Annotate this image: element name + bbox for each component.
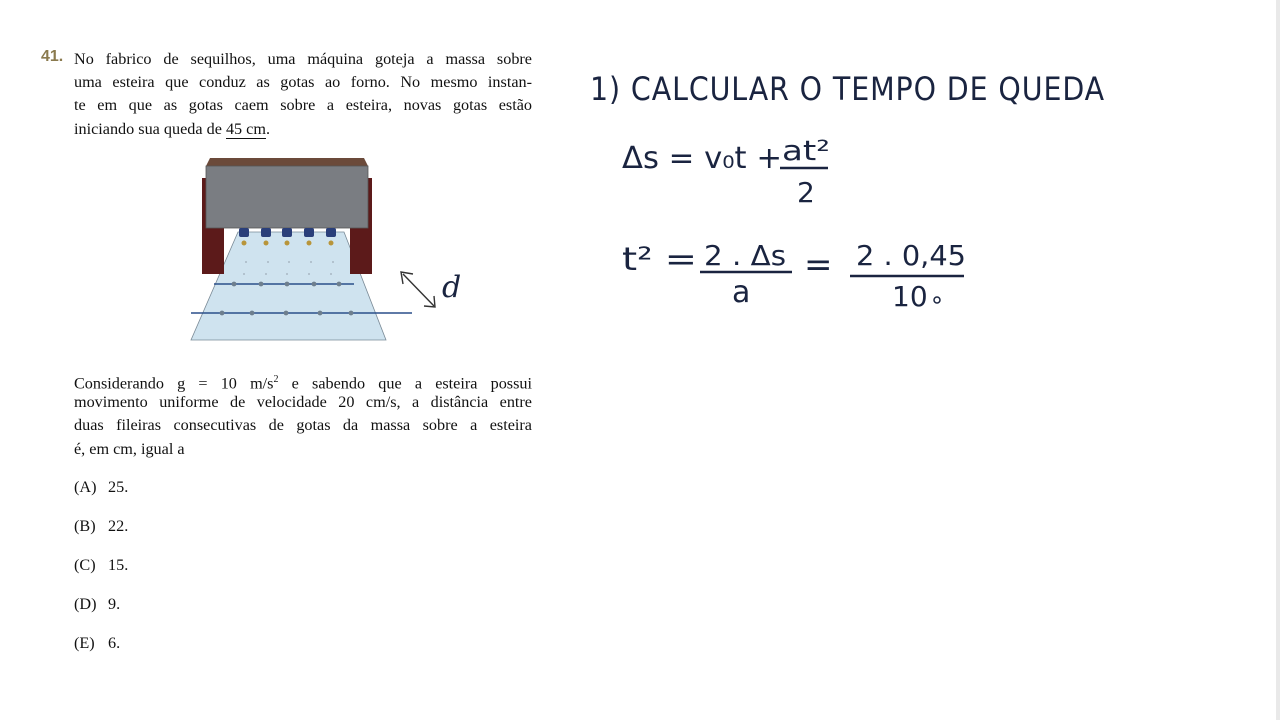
option-e[interactable] bbox=[74, 634, 120, 653]
gravity-text: Considerando g = 10 m/s bbox=[74, 374, 274, 393]
option-letter: (E) bbox=[74, 634, 95, 652]
option-c[interactable] bbox=[74, 556, 128, 575]
body-line: duas fileiras consecutivas de gotas da massa sobre a esteira bbox=[74, 416, 532, 435]
intro-line-last bbox=[74, 118, 532, 141]
body-line-last: é, em cm, igual a bbox=[74, 439, 185, 458]
eq1-numerator: at² bbox=[782, 134, 830, 167]
eq2-numerator-1: 2 . Δs bbox=[704, 239, 786, 272]
eq2-lhs: t² = bbox=[622, 240, 697, 278]
step-title: 1) CALCULAR O TEMPO DE QUEDA bbox=[590, 70, 1105, 108]
gravity-text-cont: e sabendo que a esteira possui bbox=[278, 374, 532, 393]
eq2-denominator-2: 10 bbox=[892, 280, 928, 313]
option-letter: (C) bbox=[74, 556, 96, 574]
eq2-numerator-2: 2 . 0,45 bbox=[856, 239, 966, 272]
intro-last-prefix: iniciando sua queda de bbox=[74, 119, 226, 138]
exponent: 2 bbox=[273, 374, 279, 385]
ink-dot bbox=[934, 297, 940, 303]
intro-last-suffix: . bbox=[265, 119, 270, 138]
option-value: 22. bbox=[108, 517, 129, 535]
question-intro bbox=[74, 48, 532, 141]
underlined-height: 45 cm bbox=[225, 119, 266, 138]
option-letter: (A) bbox=[74, 478, 97, 496]
intro-line: uma esteira que conduz as gotas ao forno. No mesmo instan- bbox=[74, 73, 532, 92]
machine-body bbox=[206, 166, 368, 228]
option-a[interactable] bbox=[74, 478, 128, 497]
eq2-equals: = bbox=[804, 245, 833, 285]
distance-label: d bbox=[442, 270, 462, 305]
body-line: movimento uniforme de velocidade 20 cm/s, a distância entre bbox=[74, 393, 532, 412]
intro-line: te em que as gotas caem sobre a esteira, novas gotas estão bbox=[74, 96, 532, 115]
intro-line: No fabrico de sequilhos, uma máquina goteja a massa sobre bbox=[74, 50, 532, 68]
distance-arrow bbox=[401, 272, 435, 307]
eq2-denominator-1: a bbox=[732, 275, 751, 310]
eq1-denominator: 2 bbox=[797, 176, 815, 209]
option-letter: (D) bbox=[74, 595, 97, 613]
question-number: 41. bbox=[41, 48, 64, 65]
option-value: 6. bbox=[108, 634, 121, 652]
option-value: 9. bbox=[108, 595, 121, 613]
machine-diagram bbox=[186, 150, 476, 350]
option-d[interactable] bbox=[74, 595, 120, 614]
handwritten-solution bbox=[560, 40, 1160, 340]
option-value: 25. bbox=[108, 478, 129, 496]
page-edge bbox=[1276, 0, 1280, 720]
option-value: 15. bbox=[108, 556, 129, 574]
question-body bbox=[74, 368, 532, 461]
body-line-gravity bbox=[74, 368, 532, 391]
option-b[interactable] bbox=[74, 517, 128, 536]
machine-roof bbox=[206, 158, 368, 166]
option-letter: (B) bbox=[74, 517, 96, 535]
eq1-lhs: Δs = v₀t + bbox=[622, 141, 782, 176]
